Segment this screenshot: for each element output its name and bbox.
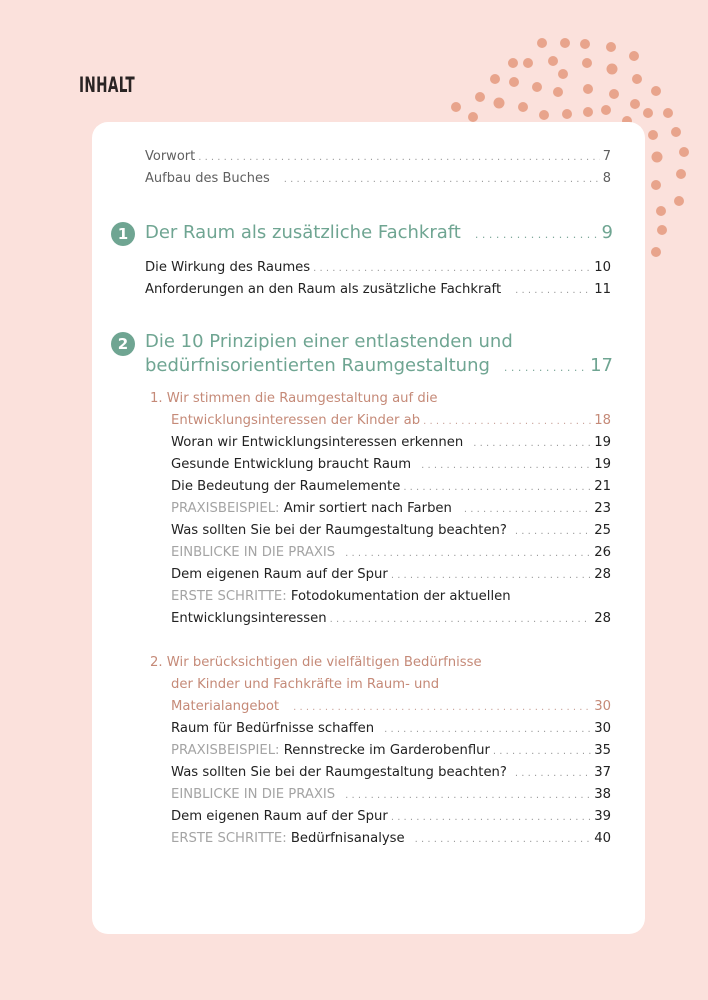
principle-title-line-3: Materialangebot xyxy=(171,699,280,714)
dot-leader xyxy=(345,548,591,559)
toc-entry-aufbau[interactable] xyxy=(145,171,611,186)
toc-page-number: 30 xyxy=(594,699,611,714)
toc-entry-title: Die Wirkung des Raumes xyxy=(145,260,311,275)
toc-page-number: 28 xyxy=(594,567,611,582)
entry-label-praxisbeispiel: PRAXISBEISPIEL: xyxy=(171,743,280,758)
dot-leader xyxy=(423,416,591,427)
toc-entry-title: Gesunde Entwicklung braucht Raum xyxy=(171,457,412,472)
entry-label-praxisbeispiel: PRAXISBEISPIEL: xyxy=(171,501,280,516)
toc-entry-line-1[interactable] xyxy=(171,589,511,604)
principle-2-line-1[interactable] xyxy=(150,655,482,670)
dot-leader xyxy=(515,526,591,537)
toc-page-number: 11 xyxy=(594,282,611,297)
toc-entry-title: Die Bedeutung der Raumelemente xyxy=(171,479,401,494)
toc-page-number: 26 xyxy=(594,545,611,560)
toc-page-number: 18 xyxy=(594,413,611,428)
dot-leader xyxy=(345,790,591,801)
toc-entry[interactable] xyxy=(171,501,611,516)
chapter-number-badge: 1 xyxy=(111,222,135,246)
entry-label-erste-schritte: ERSTE SCHRITTE: xyxy=(171,831,287,846)
toc-page-number: 39 xyxy=(594,809,611,824)
page-heading: INHALT xyxy=(79,73,135,97)
toc-entry[interactable] xyxy=(171,567,611,582)
toc-page-number: 7 xyxy=(602,149,611,164)
toc-entry-title xyxy=(171,501,452,516)
toc-entry[interactable] xyxy=(171,523,611,538)
toc-page-number: 19 xyxy=(594,435,611,450)
dot-leader xyxy=(284,174,600,185)
toc-entry[interactable] xyxy=(171,831,611,846)
toc-entry-title: Was sollten Sie bei der Raumgestaltung beachten? xyxy=(171,523,507,538)
entry-label-erste-schritte: ERSTE SCHRITTE: xyxy=(171,589,287,604)
toc-entry-title: Aufbau des Buches xyxy=(145,171,270,186)
dot-leader xyxy=(473,438,591,449)
toc-entry[interactable] xyxy=(171,787,611,802)
principle-number: 2. xyxy=(150,655,163,670)
dot-leader xyxy=(313,263,591,274)
entry-text: Amir sortiert nach Farben xyxy=(279,501,452,516)
dot-leader xyxy=(475,228,599,241)
dot-leader xyxy=(515,285,591,296)
dot-leader xyxy=(504,361,587,374)
toc-entry[interactable] xyxy=(171,809,611,824)
dot-leader xyxy=(384,724,591,735)
toc-entry-title xyxy=(171,831,405,846)
toc-page-number: 19 xyxy=(594,457,611,472)
toc-entry-title xyxy=(171,743,490,758)
toc-page-number: 38 xyxy=(594,787,611,802)
dot-leader xyxy=(464,504,591,515)
principle-title: Wir stimmen die Raumgestaltung auf die xyxy=(166,391,438,406)
dot-leader xyxy=(493,746,591,757)
toc-principle-2[interactable] xyxy=(171,699,611,714)
toc-page-number: 25 xyxy=(594,523,611,538)
dot-leader xyxy=(415,834,592,845)
dot-leader xyxy=(293,702,591,713)
dot-leader xyxy=(403,482,591,493)
toc-entry[interactable] xyxy=(171,479,611,494)
principle-2-line-2[interactable]: der Kinder und Fachkräfte im Raum- und xyxy=(171,677,440,692)
toc-entry-title: Vorwort xyxy=(145,149,196,164)
chapter-title-line-1[interactable]: Die 10 Prinzipien einer entlastenden und xyxy=(145,331,513,352)
toc-entry[interactable] xyxy=(145,282,611,297)
dot-leader xyxy=(330,614,592,625)
dot-leader xyxy=(391,812,591,823)
contents-card xyxy=(92,122,645,934)
principle-1-line-1[interactable] xyxy=(150,391,438,406)
toc-entry[interactable] xyxy=(171,545,611,560)
chapter-number-badge: 2 xyxy=(111,332,135,356)
toc-entry[interactable] xyxy=(171,435,611,450)
principle-title: Wir berücksichtigen die vielfältigen Bedürfnisse xyxy=(166,655,482,670)
toc-entry-title: Woran wir Entwicklungsinteressen erkennen xyxy=(171,435,464,450)
toc-entry[interactable] xyxy=(171,611,611,626)
entry-label-einblicke: EINBLICKE IN DIE PRAXIS xyxy=(171,545,336,560)
toc-page-number: 40 xyxy=(594,831,611,846)
toc-entry-title: Raum für Bedürfnisse schaffen xyxy=(171,721,375,736)
chapter-title-line-2: bedürfnisorientierten Raumgestaltung xyxy=(145,355,490,376)
toc-entry[interactable] xyxy=(171,743,611,758)
toc-entry[interactable] xyxy=(171,721,611,736)
toc-page-number: 23 xyxy=(594,501,611,516)
entry-text: Bedürfnisanalyse xyxy=(286,831,405,846)
toc-page-number: 9 xyxy=(601,222,613,243)
toc-entry[interactable] xyxy=(145,260,611,275)
chapter-title: Der Raum als zusätzliche Fachkraft xyxy=(145,222,461,243)
toc-page-number: 35 xyxy=(594,743,611,758)
toc-chapter-2[interactable] xyxy=(145,355,613,376)
principle-number: 1. xyxy=(150,391,163,406)
toc-entry[interactable] xyxy=(171,457,611,472)
dot-leader xyxy=(391,570,591,581)
toc-entry-title: Dem eigenen Raum auf der Spur xyxy=(171,809,388,824)
entry-text: Rennstrecke im Garderobenflur xyxy=(279,743,490,758)
dot-leader xyxy=(421,460,591,471)
toc-page-number: 28 xyxy=(594,611,611,626)
dot-leader xyxy=(515,768,591,779)
toc-entry-title: Anforderungen an den Raum als zusätzliche Fachkraft xyxy=(145,282,502,297)
entry-label-einblicke: EINBLICKE IN DIE PRAXIS xyxy=(171,787,336,802)
toc-entry-title: Was sollten Sie bei der Raumgestaltung beachten? xyxy=(171,765,507,780)
dot-leader xyxy=(198,152,600,163)
toc-page-number: 8 xyxy=(602,171,611,186)
toc-page-number: 17 xyxy=(590,355,613,376)
toc-entry[interactable] xyxy=(171,765,611,780)
toc-chapter-1[interactable] xyxy=(145,222,613,243)
toc-page-number: 37 xyxy=(594,765,611,780)
entry-text: Fotodokumentation der aktuellen xyxy=(286,589,511,604)
toc-entry-title: Dem eigenen Raum auf der Spur xyxy=(171,567,388,582)
toc-page-number: 21 xyxy=(594,479,611,494)
principle-title-line-2: Entwicklungsinteressen der Kinder ab xyxy=(171,413,421,428)
table-of-contents xyxy=(92,122,645,934)
toc-page-number: 30 xyxy=(594,721,611,736)
toc-entry-vorwort[interactable] xyxy=(145,149,611,164)
toc-principle-1[interactable] xyxy=(171,413,611,428)
toc-entry-title-line-2: Entwicklungsinteressen xyxy=(171,611,327,626)
toc-page-number: 10 xyxy=(594,260,611,275)
